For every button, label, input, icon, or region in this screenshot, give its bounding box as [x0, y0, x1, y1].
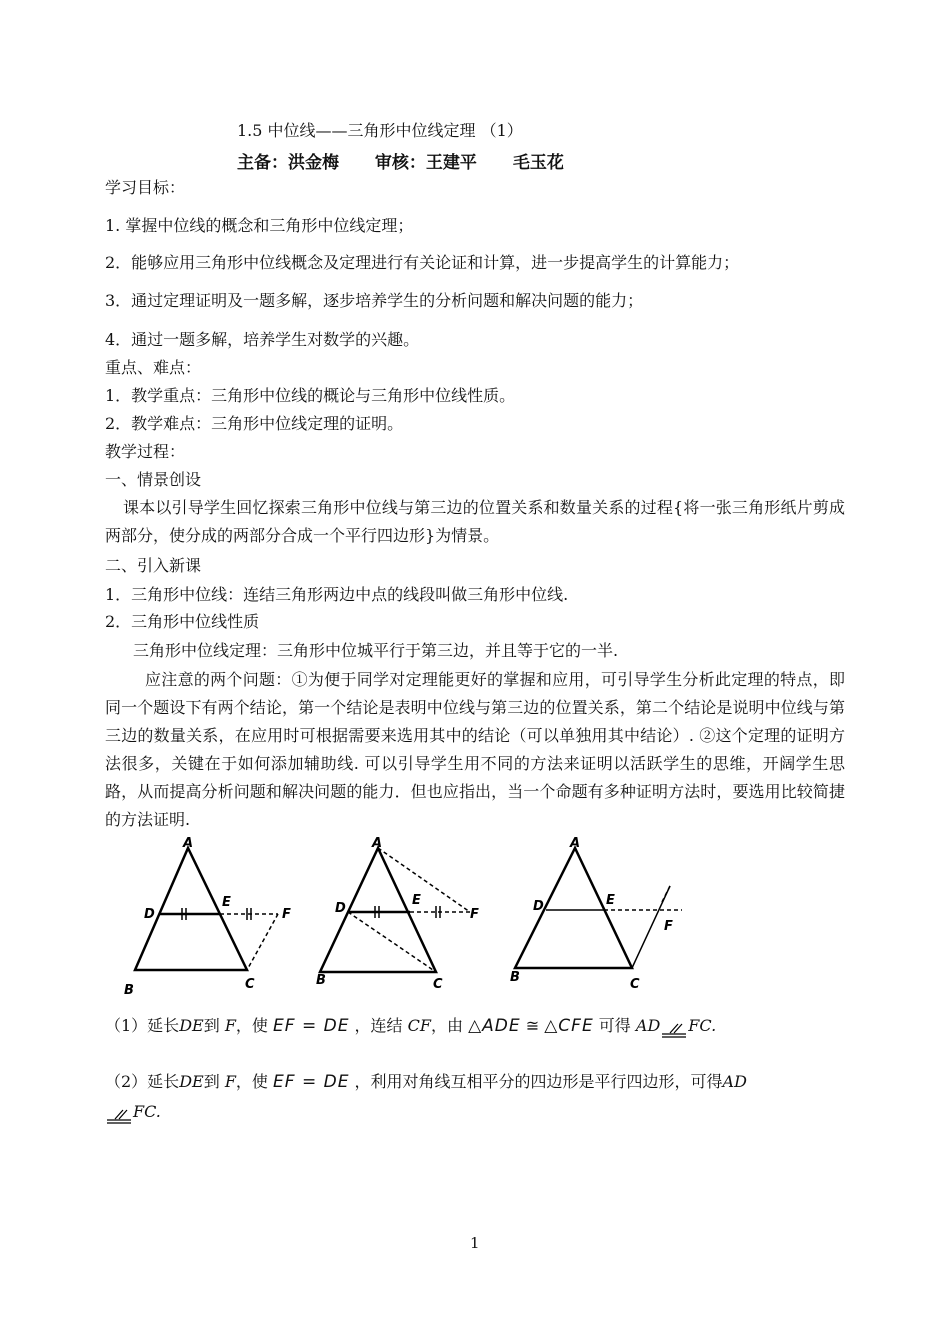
label-f: F: [470, 907, 479, 922]
method2-ad: AD: [722, 1072, 747, 1091]
goal-item: 1. 掌握中位线的概念和三角形中位线定理；: [105, 216, 414, 235]
method2-equation: EF = DE: [273, 1072, 350, 1092]
method2-prefix: （2）延长: [105, 1072, 180, 1091]
part1-paragraph: 课本以引导学生回忆探索三角形中位线与第三边的位置关系和数量关系的过程{将一张三角形纸片剪成两部分，使分成的两部分合成一个平行四边形}为情景。: [105, 498, 845, 545]
label-c: C: [245, 977, 255, 992]
label-c: C: [433, 977, 443, 992]
section-process-heading: 教学过程：: [105, 442, 186, 461]
method1-to: 到: [203, 1016, 220, 1035]
label-a: A: [183, 836, 194, 851]
method2-fc: FC.: [133, 1102, 161, 1121]
label-b: B: [124, 983, 134, 998]
part2-item: 1．三角形中位线：连结三角形两边中点的线段叫做三角形中位线.: [105, 585, 569, 604]
segment-cf-ext-3: [662, 886, 670, 902]
label-f: F: [282, 907, 291, 922]
method-2-line: [105, 1068, 747, 1096]
method1-by: ，由: [430, 1016, 463, 1035]
key-point-item: 2．教学难点：三角形中位线定理的证明。: [105, 414, 404, 433]
label-e: E: [412, 893, 421, 908]
method-1-line: [105, 1012, 716, 1040]
method1-ad: AD: [635, 1016, 661, 1035]
document-title: 1.5 中位线——三角形中位线定理 （1）: [237, 121, 523, 140]
method1-get: 可得: [598, 1016, 631, 1035]
label-e: E: [222, 895, 231, 910]
method2-to: 到: [203, 1072, 220, 1091]
label-b: B: [510, 970, 520, 985]
part2-item: 2．三角形中位线性质: [105, 612, 260, 631]
section-key-heading: 重点、难点：: [105, 358, 202, 377]
congruent-symbol: ≅: [525, 1016, 540, 1035]
method1-equation: EF = DE: [273, 1016, 350, 1036]
method1-cf: CF: [407, 1016, 431, 1035]
parallel-equal-symbol: [105, 1105, 133, 1121]
method1-f: F: [224, 1016, 236, 1035]
label-d: D: [335, 901, 346, 916]
note-paragraph: 应注意的两个问题：①为便于同学对定理能更好的掌握和应用，可引导学生分析此定理的特点，即同一个题设下有两个结论，第一个结论是表明中位线与第三边的位置关系，第二个结论是说明中位线与第三边的数量关系，在应用时可根据需要来选用其中的结论（可以单独用其中结论）. ②这个定理的证明方法很多，关键在于如何添加辅助线. 可以引导学生用不同的方法来证明以活跃学生的思维，开阔学生思路，从而提高分析问题和解决问题的能力．但也应指出，当一个命题有多种证明方法时，要选用比较简捷的方法证明.: [105, 670, 845, 829]
method-2-line-cont: [105, 1098, 161, 1126]
part2-heading: 二、引入新课: [105, 556, 202, 575]
method1-tri2: △CFE: [544, 1016, 594, 1036]
method1-connect: ，连结: [354, 1016, 403, 1035]
method2-make: ，使: [235, 1072, 268, 1091]
author-review: 审核：王建平: [374, 153, 477, 173]
method1-de: DE: [179, 1016, 204, 1035]
method2-de: DE: [179, 1072, 204, 1091]
method2-f: F: [224, 1072, 236, 1091]
label-c: C: [630, 977, 640, 992]
proof-figures: [110, 836, 710, 1001]
method1-tri1: △ADE: [468, 1016, 521, 1036]
figure-1: [135, 848, 278, 970]
segment-cf-1: [247, 914, 278, 970]
part1-heading: 一、情景创设: [105, 470, 202, 489]
authors-line: [237, 148, 594, 173]
label-a: A: [570, 836, 581, 851]
label-f: F: [664, 919, 673, 934]
method1-prefix: （1）延长: [105, 1016, 180, 1035]
label-e: E: [606, 893, 615, 908]
method1-make: ，使: [235, 1016, 268, 1035]
method2-rest: ，利用对角线互相平分的四边形是平行四边形，可得: [354, 1072, 723, 1091]
author-review-2: 毛玉花: [512, 153, 564, 173]
label-b: B: [316, 973, 326, 988]
page-number: 1: [470, 1234, 480, 1252]
label-d: D: [533, 899, 544, 914]
parallel-equal-symbol: [660, 1019, 688, 1035]
goal-item: 4．通过一题多解，培养学生对数学的兴趣。: [105, 330, 420, 349]
goal-item: 2．能够应用三角形中位线概念及定理进行有关论证和计算，进一步提高学生的计算能力；: [105, 253, 740, 272]
label-a: A: [372, 836, 383, 851]
author-main: 主备：洪金梅: [237, 153, 339, 173]
theorem-statement: 三角形中位线定理：三角形中位城平行于第三边，并且等于它的一半.: [133, 641, 619, 660]
method1-fc: FC.: [688, 1016, 717, 1035]
label-d: D: [144, 907, 155, 922]
section-goal-heading: 学习目标：: [105, 178, 186, 197]
key-point-item: 1．教学重点：三角形中位线的概论与三角形中位线性质。: [105, 386, 516, 405]
goal-item: 3．通过定理证明及一题多解，逐步培养学生的分析问题和解决问题的能力；: [105, 291, 644, 310]
